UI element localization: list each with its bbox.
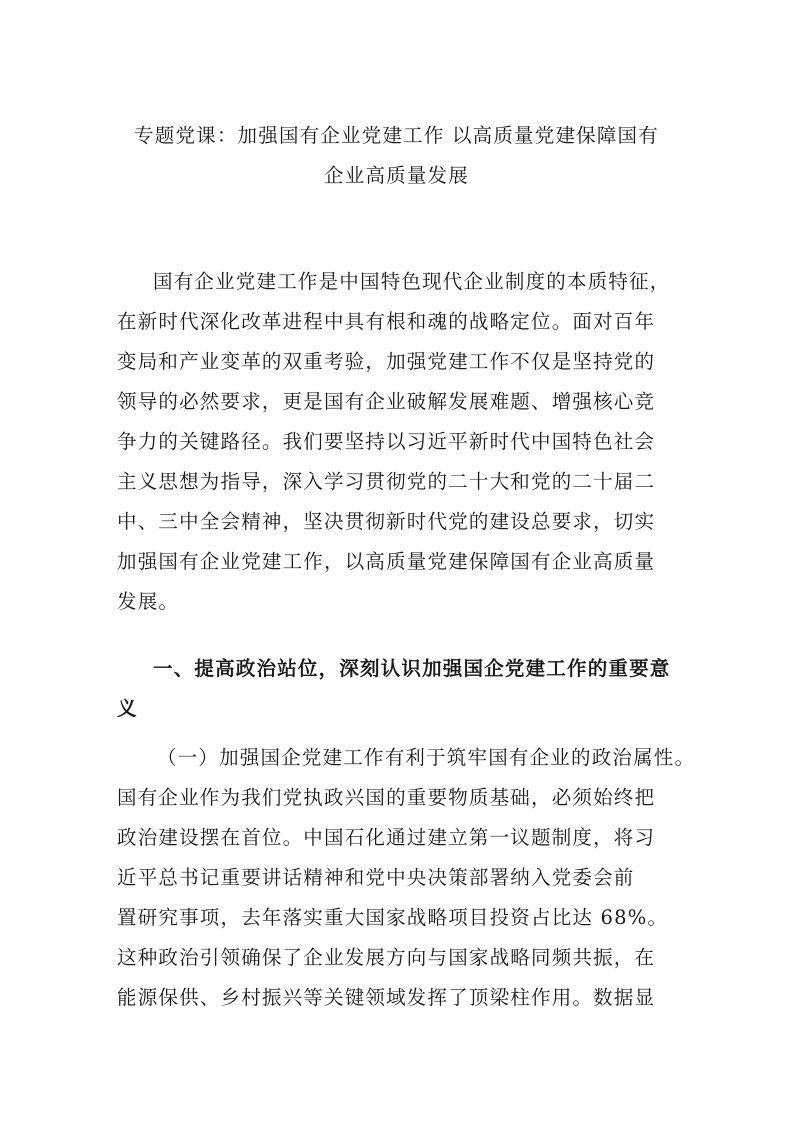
- paragraph-line: 在新时代深化改革进程中具有根和魂的战略定位。面对百年: [117, 310, 656, 333]
- paragraph-line: （一）加强国企党建工作有利于筑牢国有企业的政治属性。: [157, 746, 696, 769]
- paragraph-line: 变局和产业变革的双重考验，加强党建工作不仅是坚持党的: [117, 350, 656, 373]
- paragraph-line: 主义思想为指导，深入学习贯彻党的二十大和党的二十届二: [117, 470, 656, 493]
- section-heading-1: [117, 649, 690, 729]
- paragraph-line: 国有企业作为我们党执政兴国的重要物质基础，必须始终把: [117, 786, 656, 809]
- paragraph-line: 中、三中全会精神，坚决贯彻新时代党的建设总要求，切实: [117, 510, 656, 533]
- title-line: 专题党课：加强国有企业党建工作 以高质量党建保障国有: [134, 124, 659, 147]
- paragraph-line: 国有企业党建工作是中国特色现代企业制度的本质特征，: [153, 270, 671, 293]
- paragraph-line: 能源保供、乡村振兴等关键领域发挥了顶梁柱作用。数据显: [117, 986, 656, 1009]
- paragraph-line: 置研究事项，去年落实重大国家战略项目投资占比达 68%。: [117, 906, 669, 929]
- section-1-paragraph: [117, 738, 696, 1018]
- paragraph-line: 这种政治引领确保了企业发展方向与国家战略同频共振，在: [117, 946, 656, 969]
- document-title: [110, 116, 683, 196]
- paragraph-line: 发展。: [117, 590, 180, 613]
- paragraph-line: 争力的关键路径。我们要坚持以习近平新时代中国特色社会: [117, 430, 656, 453]
- heading-line: 一、提高政治站位，深刻认识加强国企党建工作的重要意: [153, 657, 671, 680]
- title-line: 企业高质量发展: [324, 164, 469, 187]
- paragraph-line: 加强国有企业党建工作，以高质量党建保障国有企业高质量: [117, 550, 656, 573]
- paragraph-line: 政治建设摆在首位。中国石化通过建立第一议题制度，将习: [117, 826, 656, 849]
- paragraph-line: 近平总书记重要讲话精神和党中央决策部署纳入党委会前: [117, 866, 635, 889]
- heading-line: 义: [117, 697, 138, 720]
- paragraph-line: 领导的必然要求，更是国有企业破解发展难题、增强核心竞: [117, 390, 656, 413]
- intro-paragraph: [117, 262, 690, 622]
